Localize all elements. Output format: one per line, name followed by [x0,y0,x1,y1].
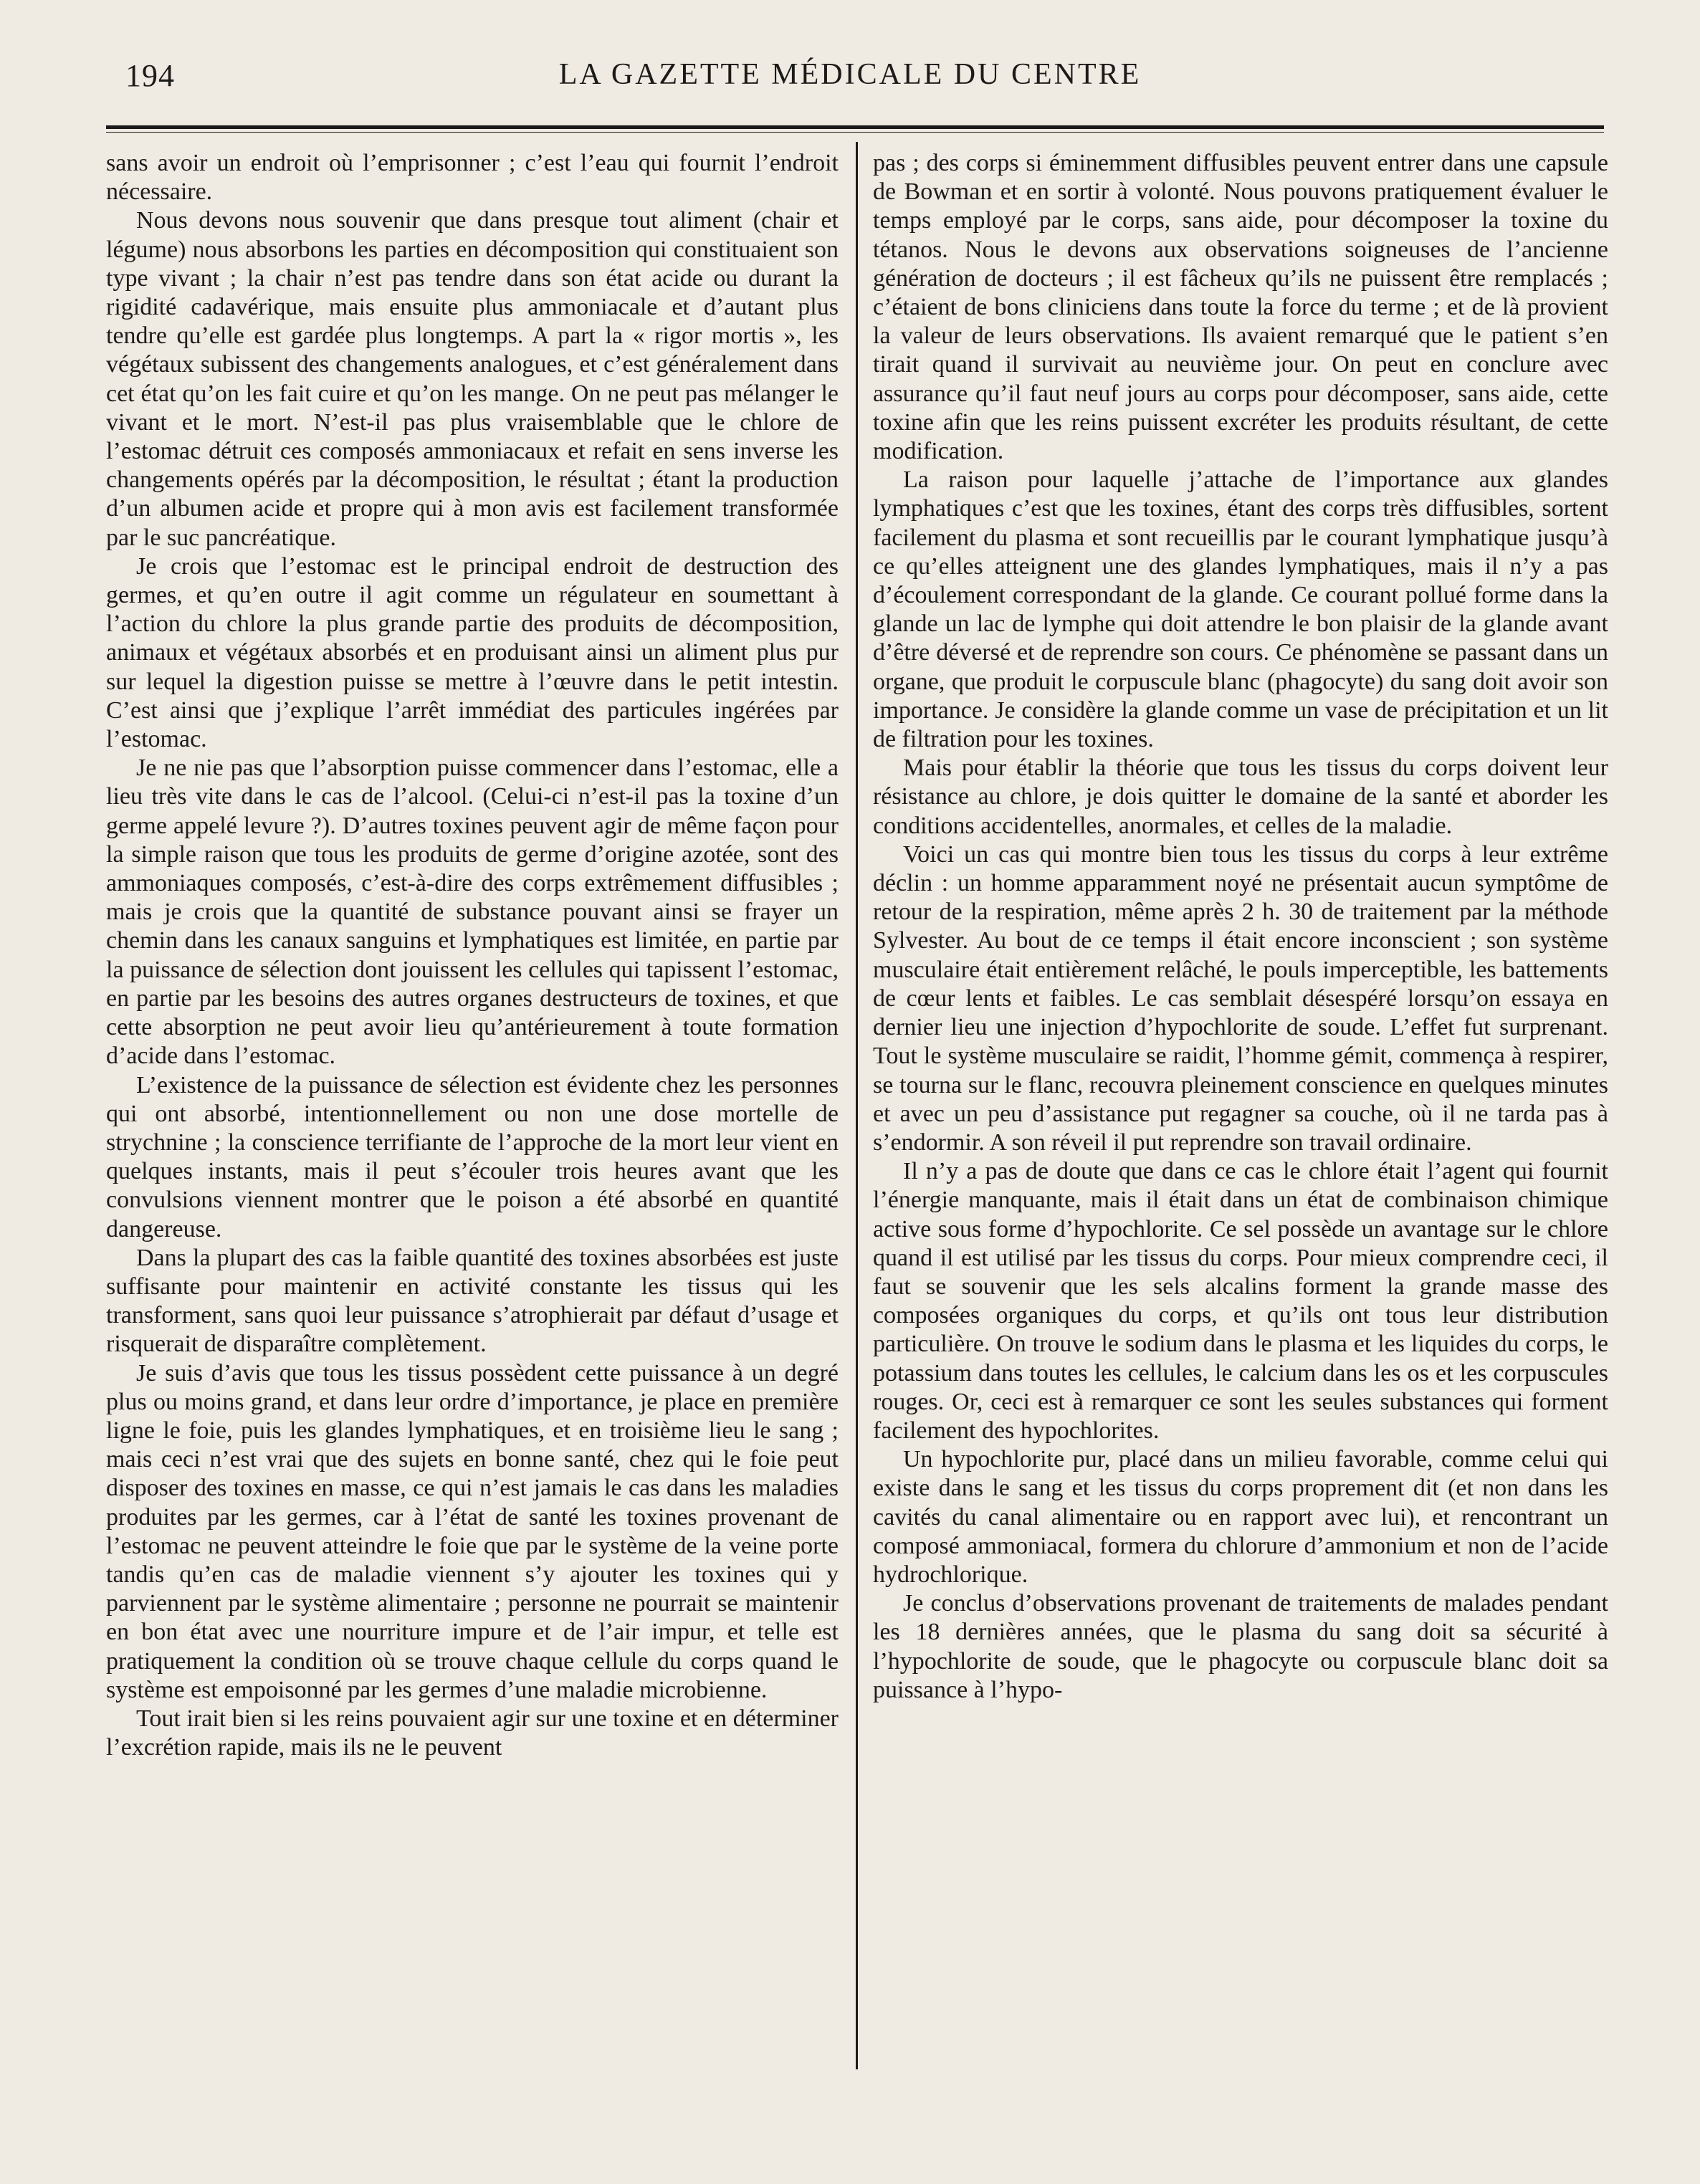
paragraph: Un hypochlorite pur, placé dans un milieu favorable, comme celui qui existe dans le sang et les tissus du corps proprement dit (et non dans les cavités du canal alimentaire ou en rapport avec lui), et rencontrant un composé ammoniacal, formera du chlorure d’ammonium et non de l’acide hydrochlorique. [873,1446,1608,1588]
column-divider [856,142,858,2069]
paragraph: Tout irait bien si les reins pouvaient agir sur une toxine et en déterminer l’excrétion rapide, mais ils ne le peuvent [106,1705,839,1761]
paragraph: Dans la plupart des cas la faible quantité des toxines absorbées est juste suffisante pour maintenir en activité constante les tissus qui les transforment, sans quoi leur puissance s’atrophierait par défaut d’usage et risquerait de disparaître complètement. [106,1244,839,1358]
paragraph: Il n’y a pas de doute que dans ce cas le chlore était l’agent qui fournit l’énergie manquante, mais il était dans un état de combinaison chimique active sous forme d’hypochlorite. Ce sel possède un avantage sur le chlore quand il est utilisé par les tissus du corps. Pour mieux comprendre ceci, il faut se souvenir que les sels alcalins forment la grande masse des composées organiques du corps, et qu’ils ont tous leur distribution particulière. On trouve le sodium dans le plasma et les liquides du corps, le potassium dans toutes les cellules, le calcium dans les os et les corpuscules rouges. Or, ceci est à remarquer ce sont les seules substances qui forment facilement des hypochlorites. [873,1158,1608,1444]
paragraph: Nous devons nous souvenir que dans presque tout aliment (chair et légume) nous absorbons les parties en décomposition qui constituaient son type vivant ; la chair n’est pas tendre dans son état acide ou durant la rigidité cadavérique, mais ensuite plus ammoniacale et d’autant plus tendre qu’elle est gardée plus longtemps. A part la « rigor mortis », les végétaux subissent des changements analogues, et c’est généralement dans cet état qu’on les fait cuire et qu’on les mange. On ne peut pas mélanger le vivant et le mort. N’est-il pas plus vraisemblable que le chlore de l’estomac détruit ces composés ammoniacaux et refait en sens inverse les changements opérés par la décomposition, le résultat ; étant la production d’un albumen acide et propre qui à mon avis est facilement transformée par le suc pancréatique. [106,207,839,551]
paragraph: Je suis d’avis que tous les tissus possèdent cette puissance à un degré plus ou moins grand, et dans leur ordre d’importance, je place en première ligne le foie, puis les glandes lymphatiques, et en troisième lieu le sang ; mais ceci n’est vrai que des sujets en bonne santé, chez qui le foie peut disposer des toxines en masse, ce qui n’est jamais le cas dans les maladies produites par les germes, car à l’état de santé les toxines provenant de l’estomac ne peuvent atteindre le foie que par le système de la veine porte tandis qu’en cas de maladie viennent s’y ajouter les toxines qui y parviennent par le système alimentaire ; personne ne pourrait se maintenir en bon état avec une nourriture impure et de l’air impur, et telle est pratiquement la condition où se trouve chaque cellule du corps quand le système est empoisonné par les germes d’une maladie microbienne. [106,1359,839,1703]
paragraph: Je ne nie pas que l’absorption puisse commencer dans l’estomac, elle a lieu très vite dans le cas de l’alcool. (Celui-ci n’est-il pas la toxine d’un germe appelé levure ?). D’autres toxines peuvent agir de même façon pour la simple raison que tous les produits de germe d’origine azotée, sont des ammoniaques composés, c’est-à-dire des corps extrêmement diffusibles ; mais je crois que la quantité de substance pouvant ainsi se frayer un chemin dans les canaux sanguins et lymphatiques est limitée, en partie par la puissance de sélection dont jouissent les cellules qui tapissent l’estomac, en partie par les besoins des autres organes destructeurs de toxines, et que cette absorption ne peut avoir lieu qu’antérieurement à toute formation d’acide dans l’estomac. [106,755,839,1070]
paragraph: pas ; des corps si éminemment diffusibles peuvent entrer dans une capsule de Bowman et en sortir à volonté. Nous pouvons pratiquement évaluer le temps employé par le corps, sans aide, pour décomposer la toxine du tétanos. Nous le devons aux observations soigneuses de l’ancienne génération de docteurs ; il est fâcheux qu’ils ne puissent être remplacés ; c’étaient de bons cliniciens dans toute la force du terme ; et de là provient la valeur de leurs observations. Ils avaient remarqué que le patient s’en tirait quand il survivait au neuvième jour. On peut en conclure avec assurance qu’il faut neuf jours au corps pour décomposer, sans aide, cette toxine afin que les reins puissent excréter les produits résultant, de cette modification. [873,150,1608,465]
paragraph: Je conclus d’observations provenant de traitements de malades pendant les 18 dernières années, que le plasma du sang doit sa sécurité à l’hypochlorite de soude, que le phagocyte ou corpuscule blanc doit sa puissance à l’hypo- [873,1590,1608,1703]
page-header [0,57,1700,100]
paragraph: Je crois que l’estomac est le principal endroit de destruction des germes, et qu’en outre il agit comme un régulateur en soumettant à l’action du chlore la plus grande partie des produits de décomposition, animaux et végétaux absorbés et en produisant ainsi un aliment plus pur sur lequel la digestion puisse se mettre à l’œuvre dans le petit intestin. C’est ainsi que j’explique l’arrêt immédiat des particules ingérées par l’estomac. [106,552,839,753]
left-column [106,149,839,2170]
header-rule-thin [106,132,1604,133]
header-rule-thick [106,125,1604,129]
right-column [873,149,1608,2170]
paragraph: La raison pour laquelle j’attache de l’importance aux glandes lymphatiques c’est que les toxines, étant des corps très diffusibles, sortent facilement du plasma et sont recueillis par le courant lymphatique jusqu’à ce qu’elles atteignent une des glandes lymphatiques, mais il n’y a pas d’écoulement correspondant de la glande. Ce courant pollué forme dans la glande un lac de lymphe qui doit attendre le bon plaisir de la glande avant d’être déversé et de reprendre son cours. Ce phénomène se passant dans un organe, que produit le corpuscule blanc (phagocyte) du sang doit avoir son importance. Je considère la glande comme un vase de précipitation et un lit de filtration pour les toxines. [873,466,1608,753]
running-title: LA GAZETTE MÉDICALE DU CENTRE [558,58,1142,91]
paragraph: L’existence de la puissance de sélection est évidente chez les personnes qui ont absorbé, intentionnellement ou non une dose mortelle de strychnine ; la conscience terrifiante de l’approche de la mort leur vient en quelques instants, mais il peut s’écouler trois heures avant que les convulsions viennent montrer que le poison a été absorbé en quantité dangereuse. [106,1071,839,1242]
paragraph: sans avoir un endroit où l’emprisonner ; c’est l’eau qui fournit l’endroit nécessaire. [106,150,839,206]
paragraph: Voici un cas qui montre bien tous les tissus du corps à leur extrême déclin : un homme apparamment noyé ne présentait aucun symptôme de retour de la respiration, même après 2 h. 30 de traitement par la méthode Sylvester. Au bout de ce temps il était encore inconscient ; son système musculaire était entièrement relâché, le pouls imperceptible, les battements de cœur lents et faibles. Le cas semblait désespéré lorsqu’on essaya en dernier lieu une injection d’hypochlorite de soude. L’effet fut surprenant. Tout le système musculaire se raidit, l’homme gémit, commença à respirer, se tourna sur le flanc, recouvra pleinement conscience en quelques minutes et avec un peu d’assistance put regagner sa couche, où il ne tarda pas à s’endormir. A son réveil il put reprendre son travail ordinaire. [873,840,1608,1156]
page-number: 194 [125,58,175,93]
paragraph: Mais pour établir la théorie que tous les tissus du corps doivent leur résistance au chlore, je dois quitter le domaine de la santé et aborder les conditions accidentelles, anormales, et celles de la maladie. [873,755,1608,839]
